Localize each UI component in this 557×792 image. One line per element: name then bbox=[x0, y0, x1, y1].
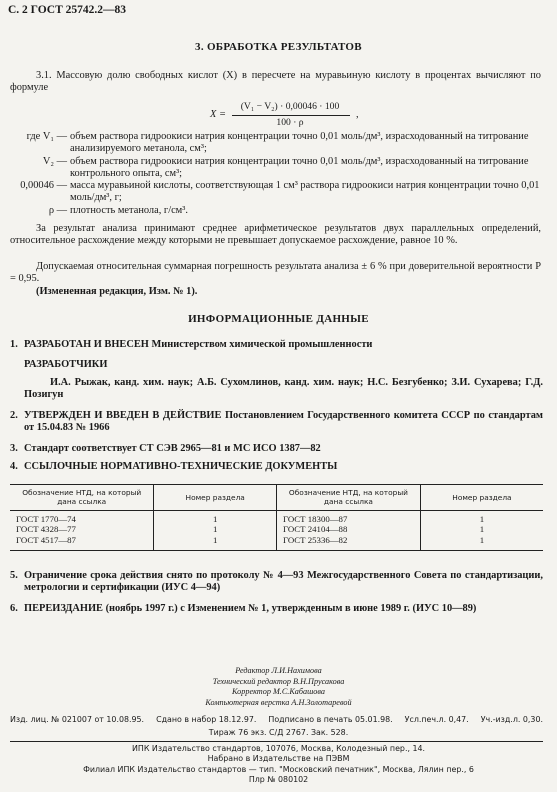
info-item-2 bbox=[10, 410, 543, 435]
layout-credit: Компьютерная верстка А.Н.Золотаревой bbox=[205, 697, 352, 707]
info-item-3 bbox=[10, 443, 543, 455]
item-number: 3. bbox=[10, 443, 18, 454]
print-sheets: Усл.печ.л. 0,47. bbox=[404, 715, 469, 724]
definition-key: ρ — bbox=[48, 204, 67, 216]
table-cell: 1 bbox=[479, 524, 485, 535]
formula-denominator: 100 · ρ bbox=[276, 117, 304, 128]
definition-text: масса муравьиной кислоты, соответствующая 1 см³ раствора гидроокиси натрия концентрации точно 0,01 моль/дм³, г; bbox=[70, 180, 540, 204]
definition-v2 bbox=[10, 156, 541, 181]
info-item-5 bbox=[10, 570, 543, 595]
table-cell: ГОСТ 4328—77 bbox=[10, 524, 154, 535]
publisher-sheets: Уч.-изд.л. 0,30. bbox=[480, 715, 543, 724]
table-cell: ГОСТ 25336—82 bbox=[276, 535, 420, 550]
fraction-bar bbox=[232, 115, 350, 116]
item-text: РАЗРАБОТАН И ВНЕСЕН Министерством химической промышленности bbox=[24, 339, 373, 350]
item-text: Стандарт соответствует СТ СЭВ 2965—81 и МС ИСО 1387—82 bbox=[24, 443, 321, 454]
formula bbox=[210, 101, 370, 131]
developers-title: РАЗРАБОТЧИКИ bbox=[24, 359, 108, 370]
definition-density bbox=[10, 205, 541, 217]
definition-v1 bbox=[10, 131, 541, 156]
table-cell: ГОСТ 1770—74 bbox=[10, 510, 154, 524]
typeset-note: Набрано в Издательстве на ПЭВМ bbox=[207, 754, 350, 764]
definitions-list bbox=[10, 131, 541, 217]
table-row bbox=[10, 524, 543, 535]
formula-lhs: X = bbox=[210, 109, 226, 120]
table-cell: 1 bbox=[154, 524, 277, 535]
publication-details bbox=[10, 715, 543, 724]
column-header: Обозначение НТД, на который дана ссылка bbox=[276, 485, 420, 511]
editor-credit: Редактор Л.И.Нахимова bbox=[235, 666, 322, 675]
item-text: ПЕРЕИЗДАНИЕ (ноябрь 1997 г.) с Изменением № 1, утвержденным в июне 1989 г. (ИУС 10—89) bbox=[24, 603, 477, 614]
info-item-6 bbox=[10, 603, 543, 615]
section-title: 3. ОБРАБОТКА РЕЗУЛЬТАТОВ bbox=[195, 41, 362, 53]
page-header: С. 2 ГОСТ 25742.2—83 bbox=[8, 4, 127, 16]
column-header: Обозначение НТД, на который дана ссылка bbox=[10, 485, 154, 511]
publisher-address: ИПК Издательство стандартов, 107076, Москва, Колодезный пер., 14. bbox=[131, 744, 426, 753]
table-cell: ГОСТ 24104—88 bbox=[276, 524, 420, 535]
definition-key: 0,00046 — bbox=[20, 180, 67, 192]
definition-mass bbox=[10, 180, 541, 205]
item-number: 4. bbox=[10, 461, 18, 472]
definition-text: плотность метанола, г/см³. bbox=[70, 204, 188, 216]
tech-editor-credit: Технический редактор В.Н.Прусакова bbox=[212, 676, 345, 686]
definition-text: объем раствора гидроокиси натрия концентрации точно 0,01 моль/дм³, израсходованный на титрование контрольного опыта, см³; bbox=[70, 155, 529, 179]
info-item-1 bbox=[10, 339, 543, 351]
table-cell: 1 bbox=[479, 513, 485, 524]
item-number: 5. bbox=[10, 570, 18, 581]
table-cell: 1 bbox=[154, 535, 277, 550]
table-cell: ГОСТ 18300—87 bbox=[276, 510, 420, 524]
printer-license: Плр № 080102 bbox=[248, 775, 309, 785]
license: Изд. лиц. № 021007 от 10.08.95. bbox=[10, 715, 145, 724]
edition-note: (Измененная редакция, Изм. № 1). bbox=[36, 286, 198, 297]
paragraph-result: За результат анализа принимают среднее арифметическое результатов двух параллельных определений, относительное расхождение между которыми не превышает допускаемое расхождение, равное 10 %. bbox=[10, 223, 541, 247]
column-header: Номер раздела bbox=[154, 485, 277, 511]
info-item-4 bbox=[10, 461, 543, 473]
item-number: 2. bbox=[10, 410, 18, 421]
publisher-block bbox=[0, 744, 557, 786]
item-text: УТВЕРЖДЕН И ВВЕДЕН В ДЕЙСТВИЕ Постановлением Государственного комитета СССР по стандартам от 15.04.83 № 1966 bbox=[24, 410, 543, 434]
column-header: Номер раздела bbox=[420, 485, 543, 511]
print-date: Подписано в печать 05.01.98. bbox=[268, 715, 393, 724]
info-title: ИНФОРМАЦИОННЫЕ ДАННЫЕ bbox=[188, 313, 369, 325]
references-table bbox=[10, 484, 543, 551]
table-header-row bbox=[10, 485, 543, 511]
table-row bbox=[10, 535, 543, 550]
typeset-date: Сдано в набор 18.12.97. bbox=[156, 715, 257, 724]
imprint-credits bbox=[0, 666, 557, 708]
print-run: Тираж 76 экз. С/Д 2767. Зак. 528. bbox=[208, 728, 349, 737]
table-cell: 1 bbox=[154, 510, 277, 524]
definition-key: V₂ — bbox=[42, 155, 67, 167]
item-number: 6. bbox=[10, 603, 18, 614]
paragraph-3-1: 3.1. Массовую долю свободных кислот (X) в пересчете на муравьиную кислоту в процентах вычисляют по формуле bbox=[10, 70, 541, 94]
printer-address: Филиал ИПК Издательство стандартов — тип. "Московский печатник", Москва, Лялин пер., 6 bbox=[83, 764, 474, 774]
table-cell: ГОСТ 4517—87 bbox=[10, 535, 154, 550]
item-number: 1. bbox=[10, 339, 18, 350]
paragraph-error: Допускаемая относительная суммарная погрешность результата анализа ± 6 % при доверительной вероятности P = 0,95. bbox=[10, 261, 541, 285]
proofreader-credit: Корректор М.С.Кабашова bbox=[232, 687, 325, 696]
formula-numerator: (V₁ − V₂) · 0,00046 · 100 bbox=[240, 101, 340, 112]
definition-text: объем раствора гидроокиси натрия концентрации точно 0,01 моль/дм³, израсходованный на титрование анализируемого метанола, см³; bbox=[70, 131, 529, 155]
item-text: ССЫЛОЧНЫЕ НОРМАТИВНО-ТЕХНИЧЕСКИЕ ДОКУМЕНТЫ bbox=[24, 461, 338, 472]
formula-trail: , bbox=[356, 109, 359, 120]
divider bbox=[10, 741, 543, 742]
table-cell: 1 bbox=[420, 535, 543, 550]
item-text: Ограничение срока действия снято по протоколу № 4—93 Межгосударственного Совета по стандартизации, метрологии и сертификации (ИУС 4—94) bbox=[24, 570, 543, 594]
developers-list: И.А. Рыжак, канд. хим. наук; А.Б. Сухомлинов, канд. хим. наук; Н.С. Безгубенко; З.И. Сухарева; Г.Д. Позигун bbox=[24, 377, 543, 401]
definition-key: где V₁ — bbox=[26, 131, 67, 142]
table-row bbox=[10, 510, 543, 524]
